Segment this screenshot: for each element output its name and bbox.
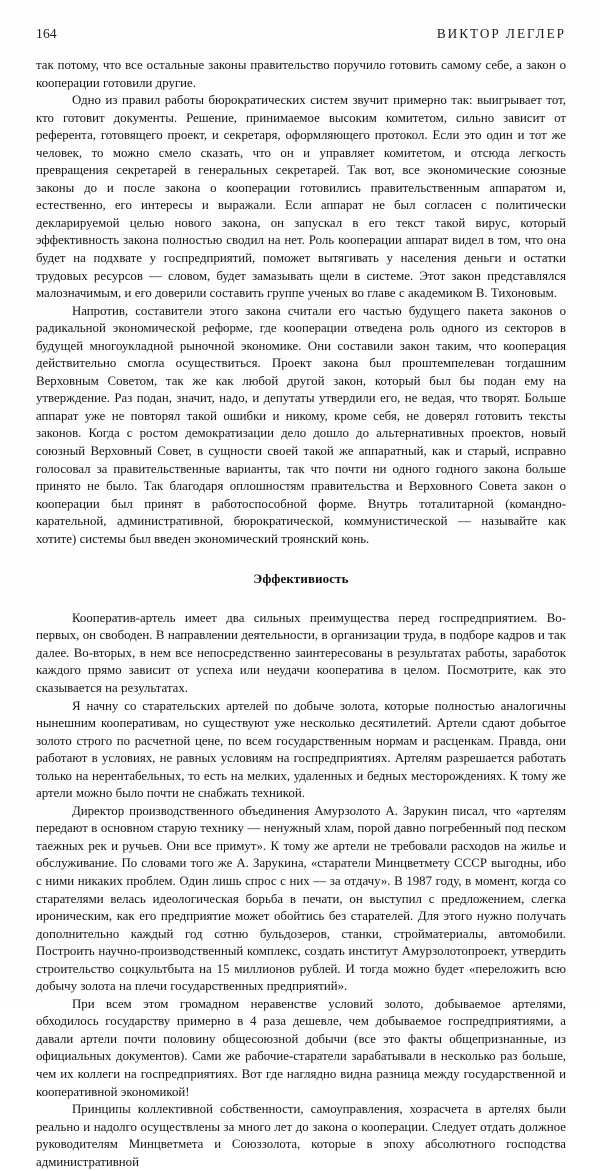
- paragraph: При всем этом громадном неравенстве условий золото, добываемое артелями, обходилось государству примерно в 4 раза дешевле, чем добываемое госпредприятиями, а давали артели почти половину общесоюзной добычи (все это факты общепризнанные, из официальных документов). Сами же рабочие-старатели зарабатывали в несколько раз больше, чем их коллеги на госпредприятиях. Вот где наглядно видна разница между государственной и кооперативной экономикой!: [36, 996, 566, 1099]
- paragraph: Я начну со старательских артелей по добыче золота, которые полностью аналогичны нынешним кооперативам, но существуют уже несколько десятилетий. Артели сдают добытое золото строго по расчетной цене, по всем государственным нормам и расценкам. Правда, они работают в условиях, не равных условиям на госпредприятиях. Артелям разрешается работать только на нерентабельных, то есть на мелких, удаленных и бедных месторождениях. К тому же артели можно было почти не снабжать техникой.: [36, 698, 566, 801]
- spacer: [36, 548, 566, 571]
- paragraph: так потому, что все остальные законы правительство поручило готовить самому себе, а закон о кооперации готовили другие.: [36, 58, 566, 90]
- running-head-title: ВИКТОР ЛЕГЛЕР: [436, 26, 566, 41]
- paragraph: Принципы коллективной собственности, самоуправления, хозрасчета в артелях были реально и надолго осуществлены за много лет до закона о кооперации. Следует отдать должное руководителям Минцветмета и Союззолота, которые в эпоху абсолютного господства административной: [36, 1102, 566, 1169]
- text-block: [36, 57, 566, 1171]
- section-heading: Эффективиость: [253, 572, 349, 587]
- paragraph: Директор производственного объединения Амурзолото А. Зарукин писал, что «артелям передают в основном старую технику — ненужный хлам, порой давно погребенный под песком таежных рек и ручьев. Они все примут». К тому же артели не требовали расходов на жилье и обслуживание. По словами того же А. Зарукина, «старатели Минцветмету СССР выгодны, ибо с ними никаких проблем. Один лишь спрос с них — за отдачу». В 1987 году, в момент, когда со старателями велась идеологическая борьба в печати, он выступил с предложением, слегка ироническим, как его предприятие может обойтись без старателей. Для этого нужно получать дополнительно каждый год сотню бульдозеров, станки, стройматериалы, автомобили. Построить научно-производственный комплекс, создать институт Амурзолотопроект, утвердить строительство соцкультбыта на 15 миллионов рублей. И тогда можно будет «переложить всю добычу золота на плечи государственных предприятий».: [36, 803, 566, 994]
- running-head: [36, 26, 566, 44]
- spacer: [36, 589, 566, 610]
- paragraph: Напротив, составители этого закона считали его частью будущего пакета законов о радикальной экономической реформе, где кооперации отведена роль одного из секторов в будущей многоукладной рыночной экономике. Они составили закон таким, что кооперация действительно смогла осуществиться. Проект закона был проштемпелеван тогдашним Верховным Советом, так же как любой другой закон, который был бы подан ему на утверждение. Раз подан, значит, надо, и депутаты утвердили его, не ведая, что творят. Больше аппарат уже не повторял такой ошибки и никому, кроме себя, не доверял готовить тексты законов. Когда с ростом демократизации дело дошло до альтернативных проектов, новый союзный Верховный Совет, в сущности своей такой же аппаратный, как и старый, исправно голосовал за правительственные варианты, так что почти ни одного годного закона больше принято не было. Так благодаря оплошностям правительства и Верховного Совета закон о кооперации был принят в работоспособной форме. Внутрь тоталитарной (командно-карательной, административной, бюрократической, коммунистической — называйте как хотите) системы был введен экономический троянский конь.: [36, 303, 566, 546]
- page-number: 164: [36, 26, 57, 41]
- paragraph: Одно из правил работы бюрократических систем звучит примерно так: выигрывает тот, кто готовит документы. Решение, принимаемое высоким комитетом, сильно зависит от референта, готовящего проект, и секретаря, оформляющего протокол. Если это один и тот же человек, то можно смело сказать, что он и управляет комитетом, и отсюда легкость превращения секретарей в генеральных секретарей. Так вот, все экономические союзные законы до и после закона о кооперации готовились правительственным аппаратом и, естественно, его интересы и выражали. Если аппарат не был согласен с политически декларируемой целью нового закона, он запускал в его текст такой вирус, который эффективность закона полностью сводил на нет. Роль кооперации аппарат видел в том, что она будет на подхвате у госпредприятий, поможет вытягивать у населения деньги и остатки трудовых ресурсов — словом, будет замазывать щели в системе. Этот закон представлялся малозначимым, и его доверили составить группе ученых во главе с академиком В. Тихоновым.: [36, 93, 566, 301]
- paragraph: Кооператив-артель имеет два сильных преимущества перед госпредприятием. Во-первых, он свободен. В направлении деятельности, в организации труда, в подборе кадров и так далее. Во-вторых, в нем все непосредственно заинтересованы в результатах работы, заработок каждого прямо зависит от успеха или неудачи кооператива в целом. Посмотрите, как это сказывается на результатах.: [36, 610, 566, 695]
